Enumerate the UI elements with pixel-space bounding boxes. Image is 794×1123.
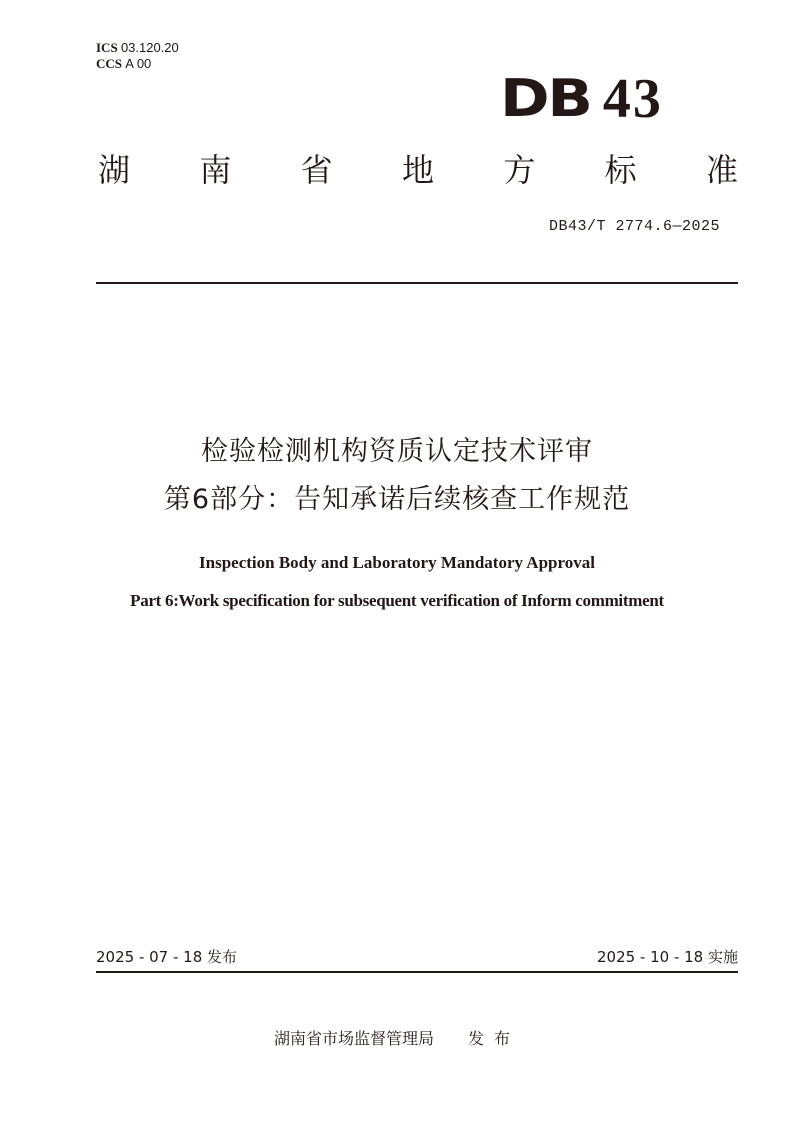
publisher-action: 发布 — [468, 1029, 521, 1048]
heading-char: 南 — [199, 151, 232, 189]
standard-number: DB43/T 2774.6—2025 — [548, 218, 720, 235]
ics-value: 03.120.20 — [120, 40, 179, 55]
top-divider — [96, 282, 738, 284]
bottom-divider — [96, 971, 738, 973]
db43-logo — [500, 68, 663, 130]
english-title-line-1: Inspection Body and Laboratory Mandatory Approval — [199, 553, 595, 572]
english-title-line-2: Part 6:Work specification for subsequent verification of Inform commitment — [130, 591, 664, 610]
implementation-date: 2025 - 10 - 18 实施 — [596, 948, 738, 966]
heading-char: 方 — [503, 151, 536, 189]
publisher-line — [0, 1026, 794, 1049]
ccs-code: CCS A 00 — [96, 56, 152, 71]
logo-letters: DB — [500, 69, 591, 129]
chinese-title-line-2: 第6部分：告知承诺后续核查工作规范 — [163, 484, 631, 515]
classification-codes — [96, 40, 179, 72]
ccs-value: A 00 — [125, 56, 152, 71]
heading-char: 湖 — [98, 151, 131, 189]
issue-date: 2025 - 07 - 18 发布 — [96, 948, 238, 966]
logo-number: 43 — [602, 68, 663, 130]
chinese-title-line-1: 检验检测机构资质认定技术评审 — [201, 436, 593, 467]
publisher-name: 湖南省市场监督管理局 — [273, 1029, 434, 1048]
heading-char: 省 — [300, 151, 333, 189]
heading-char: 地 — [401, 151, 434, 189]
heading-char: 准 — [705, 151, 738, 189]
heading-char: 标 — [604, 151, 637, 189]
ics-code: ICS 03.120.20 — [96, 40, 179, 55]
standard-type-heading — [98, 148, 738, 192]
